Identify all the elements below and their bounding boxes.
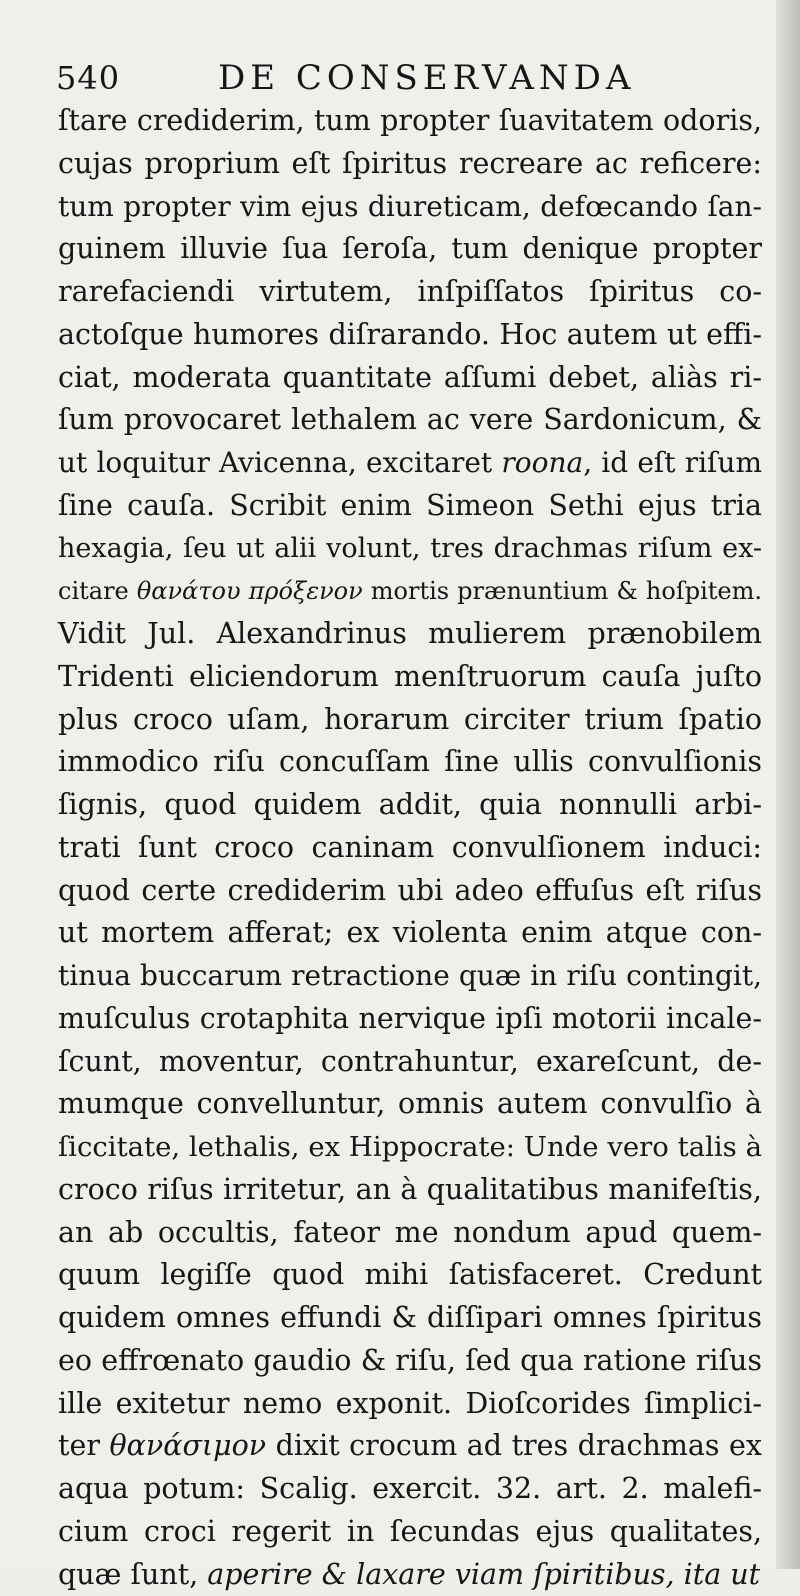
text-line — [58, 442, 762, 485]
text-segment: ut loquitur Avicenna, excitaret — [58, 446, 501, 479]
greek-phrase: θανάτου πρόξενον — [137, 577, 363, 605]
text-line: trati ſunt croco caninam convulſionem induci: — [58, 827, 762, 870]
text-line: an ab occultis, fateor me nondum apud quem- — [58, 1212, 762, 1255]
text-segment: mortis prænuntium & hoſpitem. — [363, 577, 762, 605]
text-line: ſum provocaret lethalem ac vere Sardonicum, & — [58, 399, 762, 442]
text-line: Vidit Jul. Alexandrinus mulierem prænobilem — [58, 613, 762, 656]
text-line: ſine cauſa. Scribit enim Simeon Sethi ejus tria — [58, 485, 762, 528]
text-line — [58, 1554, 762, 1596]
text-line: ſignis, quod quidem addit, quia nonnulli arbi- — [58, 784, 762, 827]
text-line: cujas proprium eſt ſpiritus recreare ac reficere: — [58, 143, 762, 186]
text-line — [58, 570, 762, 613]
text-line: eo effrœnato gaudio & riſu, ſed qua ratione riſus — [58, 1340, 762, 1383]
text-line: rarefaciendi virtutem, inſpiſſatos ſpiritus co- — [58, 271, 762, 314]
text-line: cium croci regerit in ſecundas ejus qualitates, — [58, 1511, 762, 1554]
greek-phrase: θανάσιμον — [109, 1429, 266, 1462]
text-line: ſtare crediderim, tum propter ſuavitatem odoris, — [58, 100, 762, 143]
text-line: ille exitetur nemo exponit. Dioſcorides ſimplici- — [58, 1383, 762, 1426]
running-title: DE CONSERVANDA — [218, 56, 635, 100]
text-line: quum legiſſe quod mihi ſatisfaceret. Credunt — [58, 1254, 762, 1297]
body-text — [58, 100, 762, 1596]
text-line: tum propter vim ejus diureticam, defœcando ſan- — [58, 186, 762, 229]
text-line: immodico riſu concuſſam ſine ullis convulſionis — [58, 741, 762, 784]
text-line: quod certe crediderim ubi adeo effuſus eſt riſus — [58, 870, 762, 913]
greek-phrase: roona — [501, 446, 583, 479]
text-line: aqua potum: Scalig. exercit. 32. art. 2. malefi- — [58, 1468, 762, 1511]
text-line: tinua buccarum retractione quæ in riſu contingit, — [58, 955, 762, 998]
text-line: ciat, moderata quantitate aſſumi debet, aliàs ri- — [58, 357, 762, 400]
page-number: 540 — [56, 56, 120, 100]
text-line: muſculus crotaphita nervique ipſi motorii incale- — [58, 998, 762, 1041]
text-segment: dixit crocum ad tres drachmas ex — [266, 1429, 762, 1462]
text-line: Tridenti eliciendorum menſtruorum cauſa juſto — [58, 656, 762, 699]
text-segment: citare — [58, 577, 137, 605]
text-line: actoſque humores diſrarando. Hoc autem ut effi- — [58, 314, 762, 357]
text-line: guinem illuvie ſua ſeroſa, tum denique propter — [58, 228, 762, 271]
text-line: plus croco uſam, horarum circiter trium ſpatio — [58, 699, 762, 742]
page-gutter-shadow — [776, 0, 800, 1569]
text-line: ut mortem afferat; ex violenta enim atque con- — [58, 912, 762, 955]
text-segment: quæ ſunt, — [58, 1558, 207, 1591]
text-line: quidem omnes effundi & diſſipari omnes ſpiritus — [58, 1297, 762, 1340]
page-header — [56, 56, 756, 100]
text-line — [58, 1425, 762, 1468]
italic-phrase: aperire & laxare viam ſpiritibus, ita ut — [207, 1558, 760, 1591]
text-line: hexagia, ſeu ut alii volunt, tres drachmas riſum ex- — [58, 528, 762, 571]
text-line: mumque convelluntur, omnis autem convulſio à — [58, 1083, 762, 1126]
text-line: croco riſus irritetur, an à qualitatibus manifeſtis, — [58, 1169, 762, 1212]
text-line: ſcunt, moventur, contrahuntur, exareſcunt, de- — [58, 1041, 762, 1084]
text-line: ſiccitate, lethalis, ex Hippocrate: Unde vero talis à — [58, 1126, 762, 1169]
text-segment: , id eſt riſum — [583, 446, 762, 479]
text-segment: ter — [58, 1429, 109, 1462]
